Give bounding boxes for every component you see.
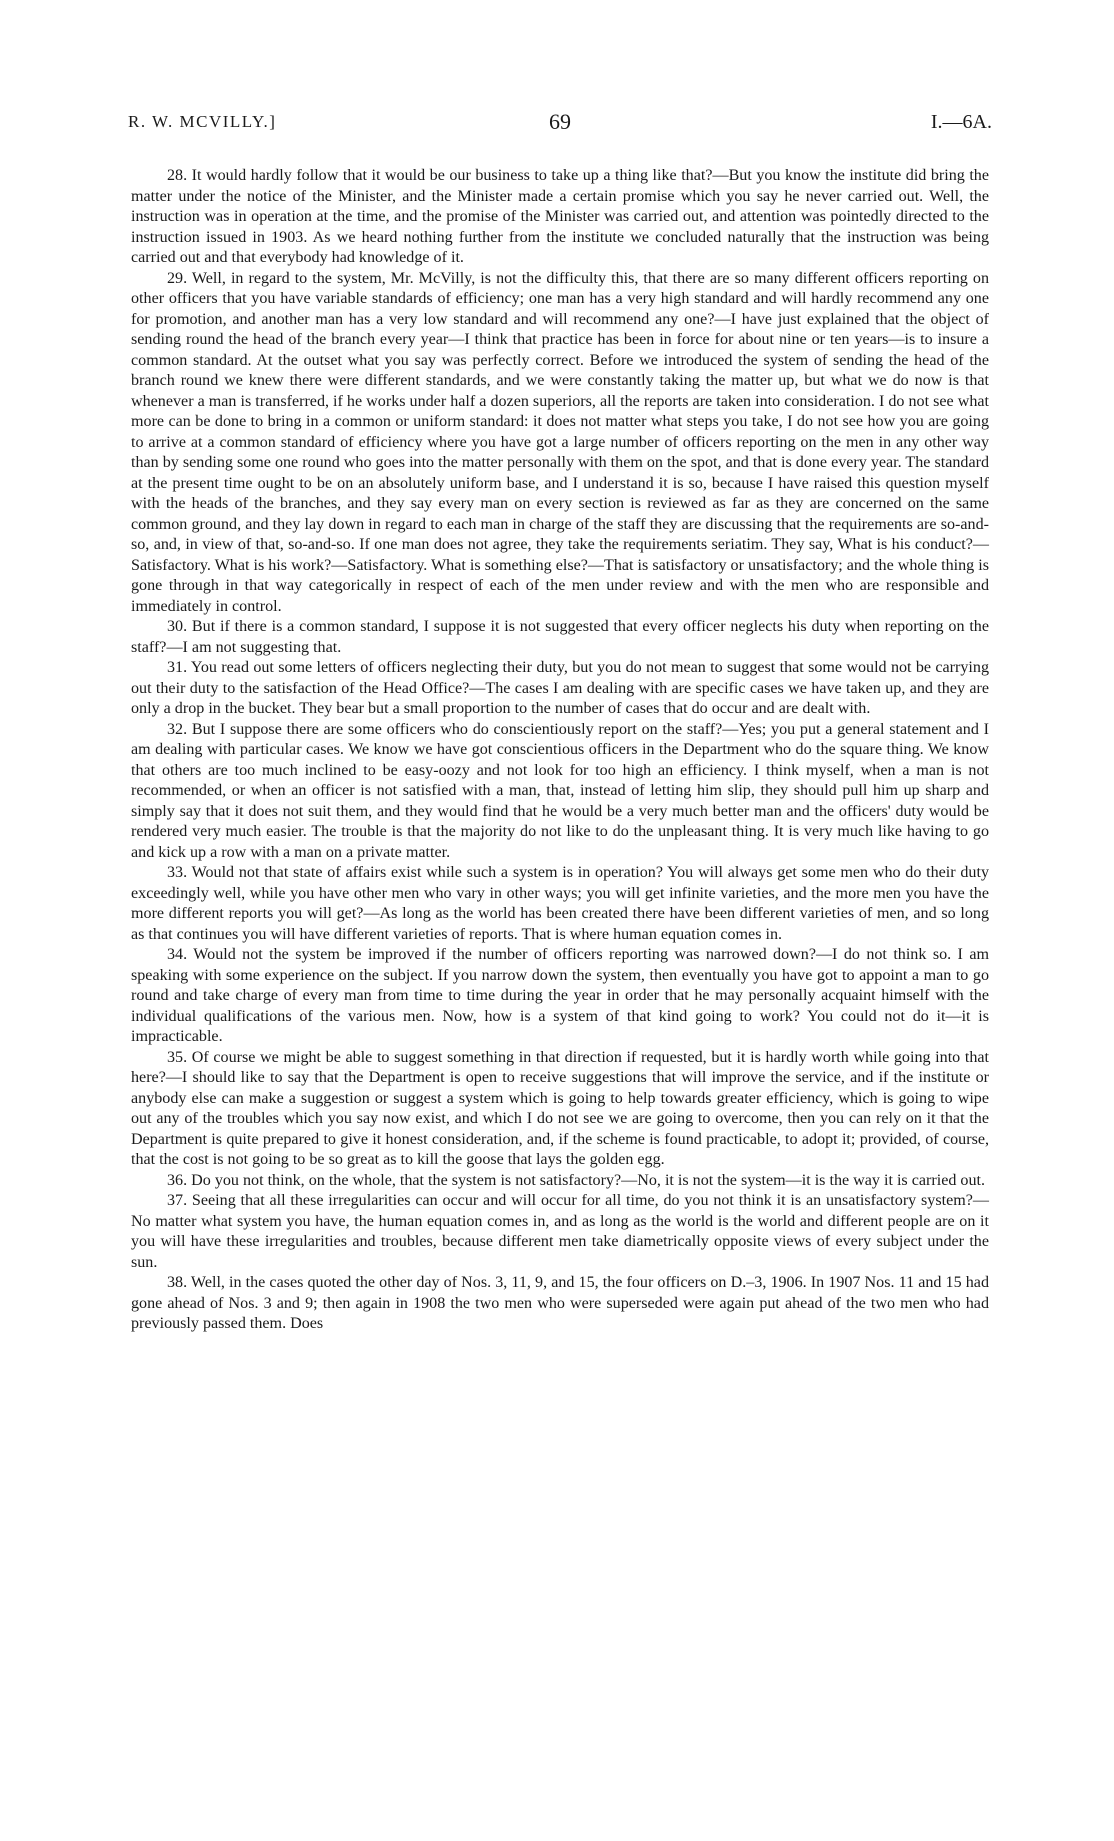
page-number: 69 bbox=[549, 109, 571, 134]
paragraph-35: 35. Of course we might be able to suggest something in that direction if requested, but it is hardly worth while going into that here?—I should like to say that the Department is open to receive suggestions that will improve the service, and if the institute or anybody else can make a suggestion or suggest a system which is going to help towards greater efficiency, which is going to wipe out any of the troubles which you say now exist, and which I do not see we are going to overcome, then you can rely on it that the Department is quite prepared to give it honest consideration, and, if the scheme is found practicable, to adopt it; provided, of course, that the cost is not going to be so great as to kill the goose that lays the golden egg. bbox=[131, 1048, 989, 1168]
document-reference: I.—6A. bbox=[930, 111, 992, 133]
paragraph-36: 36. Do you not think, on the whole, that the system is not satisfactory?—No, it is not the system—it is the way it is carried out. bbox=[167, 1171, 985, 1189]
paragraph-33: 33. Would not that state of affairs exist while such a system is in operation? You will always get some men who do their duty exceedingly well, while you have other men who vary in other ways; you will get infinite varieties, and the more men you have the more different reports you will get?—As long as the world has been created there have been different varieties of men, and so long as that continues you will have different varieties of reports. That is where human equation comes in. bbox=[131, 864, 989, 943]
paragraph-28: 28. It would hardly follow that it would be our business to take up a thing like that?—But you know the institute did bring the matter under the notice of the Minister, and the Minister made a certain promise which you say he never carried out. Well, the instruction was in operation at the time, and the promise of the Minister was carried out, and attention was pointedly directed to the instruction issued in 1903. As we heard nothing further from the institute we concluded naturally that the instruction was being carried out and that everybody had knowledge of it. bbox=[131, 167, 989, 266]
paragraph-30: 30. But if there is a common standard, I suppose it is not suggested that every officer neglects his duty when reporting on the staff?—I am not suggesting that. bbox=[131, 618, 989, 656]
paragraph-31: 31. You read out some letters of officers neglecting their duty, but you do not mean to suggest that some would not be carrying out their duty to the satisfaction of the Head Office?—The cases I am dealing with are specific cases we have taken up, and they are only a drop in the bucket. They bear but a small proportion to the number of cases that do occur and are dealt with. bbox=[131, 659, 989, 717]
running-head-witness: R. W. MCVILLY.] bbox=[128, 112, 277, 131]
paragraph-29: 29. Well, in regard to the system, Mr. McVilly, is not the difficulty this, that there are so many different officers reporting on other officers that you have variable standards of efficiency; one man has a very high standard and will hardly recommend any one for promotion, and another man has a very low standard and will recommend any one?—I have just explained that the object of sending round the head of the branch every year—I think that practice has been in force for about nine or ten years—is to insure a common standard. At the outset what you say was perfectly correct. Before we introduced the system of sending the head of the branch round we knew there were different standards, and we were constantly taking the matter up, but what we do now is that whenever a man is transferred, if he works under half a dozen superiors, all the reports are taken into consideration. I do not see what more can be done to bring in a common or uniform standard: it does not matter what steps you take, I do not see how you are going to arrive at a common standard of efficiency where you have got a large number of officers reporting on the men in any other way than by sending some one round who goes into the matter personally with them on the spot, and that is done every year. The standard at the present time ought to be on an absolutely uniform base, and I understand it is so, because I have raised this question myself with the heads of the branches, and they say every man on every section is reviewed as far as they are concerned on the same common ground, and they lay down in regard to each man in charge of the staff they are discussing that the requirements are so-and-so, and, in view of that, so-and-so. If one man does not agree, they take the requirements seriatim. They say, What is his conduct?—Satisfactory. What is his work?—Satisfactory. What is something else?—That is satisfactory or unsatisfactory; and the whole thing is gone through in that way categorically in respect of each of the men under review and with the men who are responsible and immediately in control. bbox=[131, 269, 989, 615]
paragraph-37: 37. Seeing that all these irregularities can occur and will occur for all time, do you not think it is an unsatisfactory system?—No matter what system you have, the human equation comes in, and as long as the world is the world and different people are on it you will have these irregularities and troubles, because different men take diametrically opposite views of every subject under the sun. bbox=[131, 1192, 989, 1271]
paragraph-34: 34. Would not the system be improved if the number of officers reporting was narrowed down?—I do not think so. I am speaking with some experience on the subject. If you narrow down the system, then eventually you have got to appoint a man to go round and take charge of every man from time to time during the year in order that he may personally acquaint himself with the individual qualifications of the various men. Now, how is a system of that kind going to work? You could not do it—it is impracticable. bbox=[131, 946, 989, 1045]
paragraph-32: 32. But I suppose there are some officers who do conscientiously report on the staff?—Yes; you put a general statement and I am dealing with particular cases. We know we have got conscientious officers in the Department who do the square thing. We know that others are too much inclined to be easy-oozy and not look for too high an efficiency. I think myself, when a man is not recommended, or when an officer is not satisfied with a man, that, instead of letting him slip, they should pull him up sharp and simply say that it does not suit them, and they would find that he would be a very much better man and the officers' duty would be rendered very much easier. The trouble is that the majority do not like to do the unpleasant thing. It is very much like having to go and kick up a row with a man on a private matter. bbox=[131, 720, 989, 861]
paragraph-38: 38. Well, in the cases quoted the other day of Nos. 3, 11, 9, and 15, the four officers on D.–3, 1906. In 1907 Nos. 11 and 15 had gone ahead of Nos. 3 and 9; then again in 1908 the two men who were superseded were again put ahead of the two men who had previously passed them. Does bbox=[131, 1274, 989, 1332]
body-text bbox=[131, 166, 989, 1335]
running-head bbox=[128, 104, 992, 140]
